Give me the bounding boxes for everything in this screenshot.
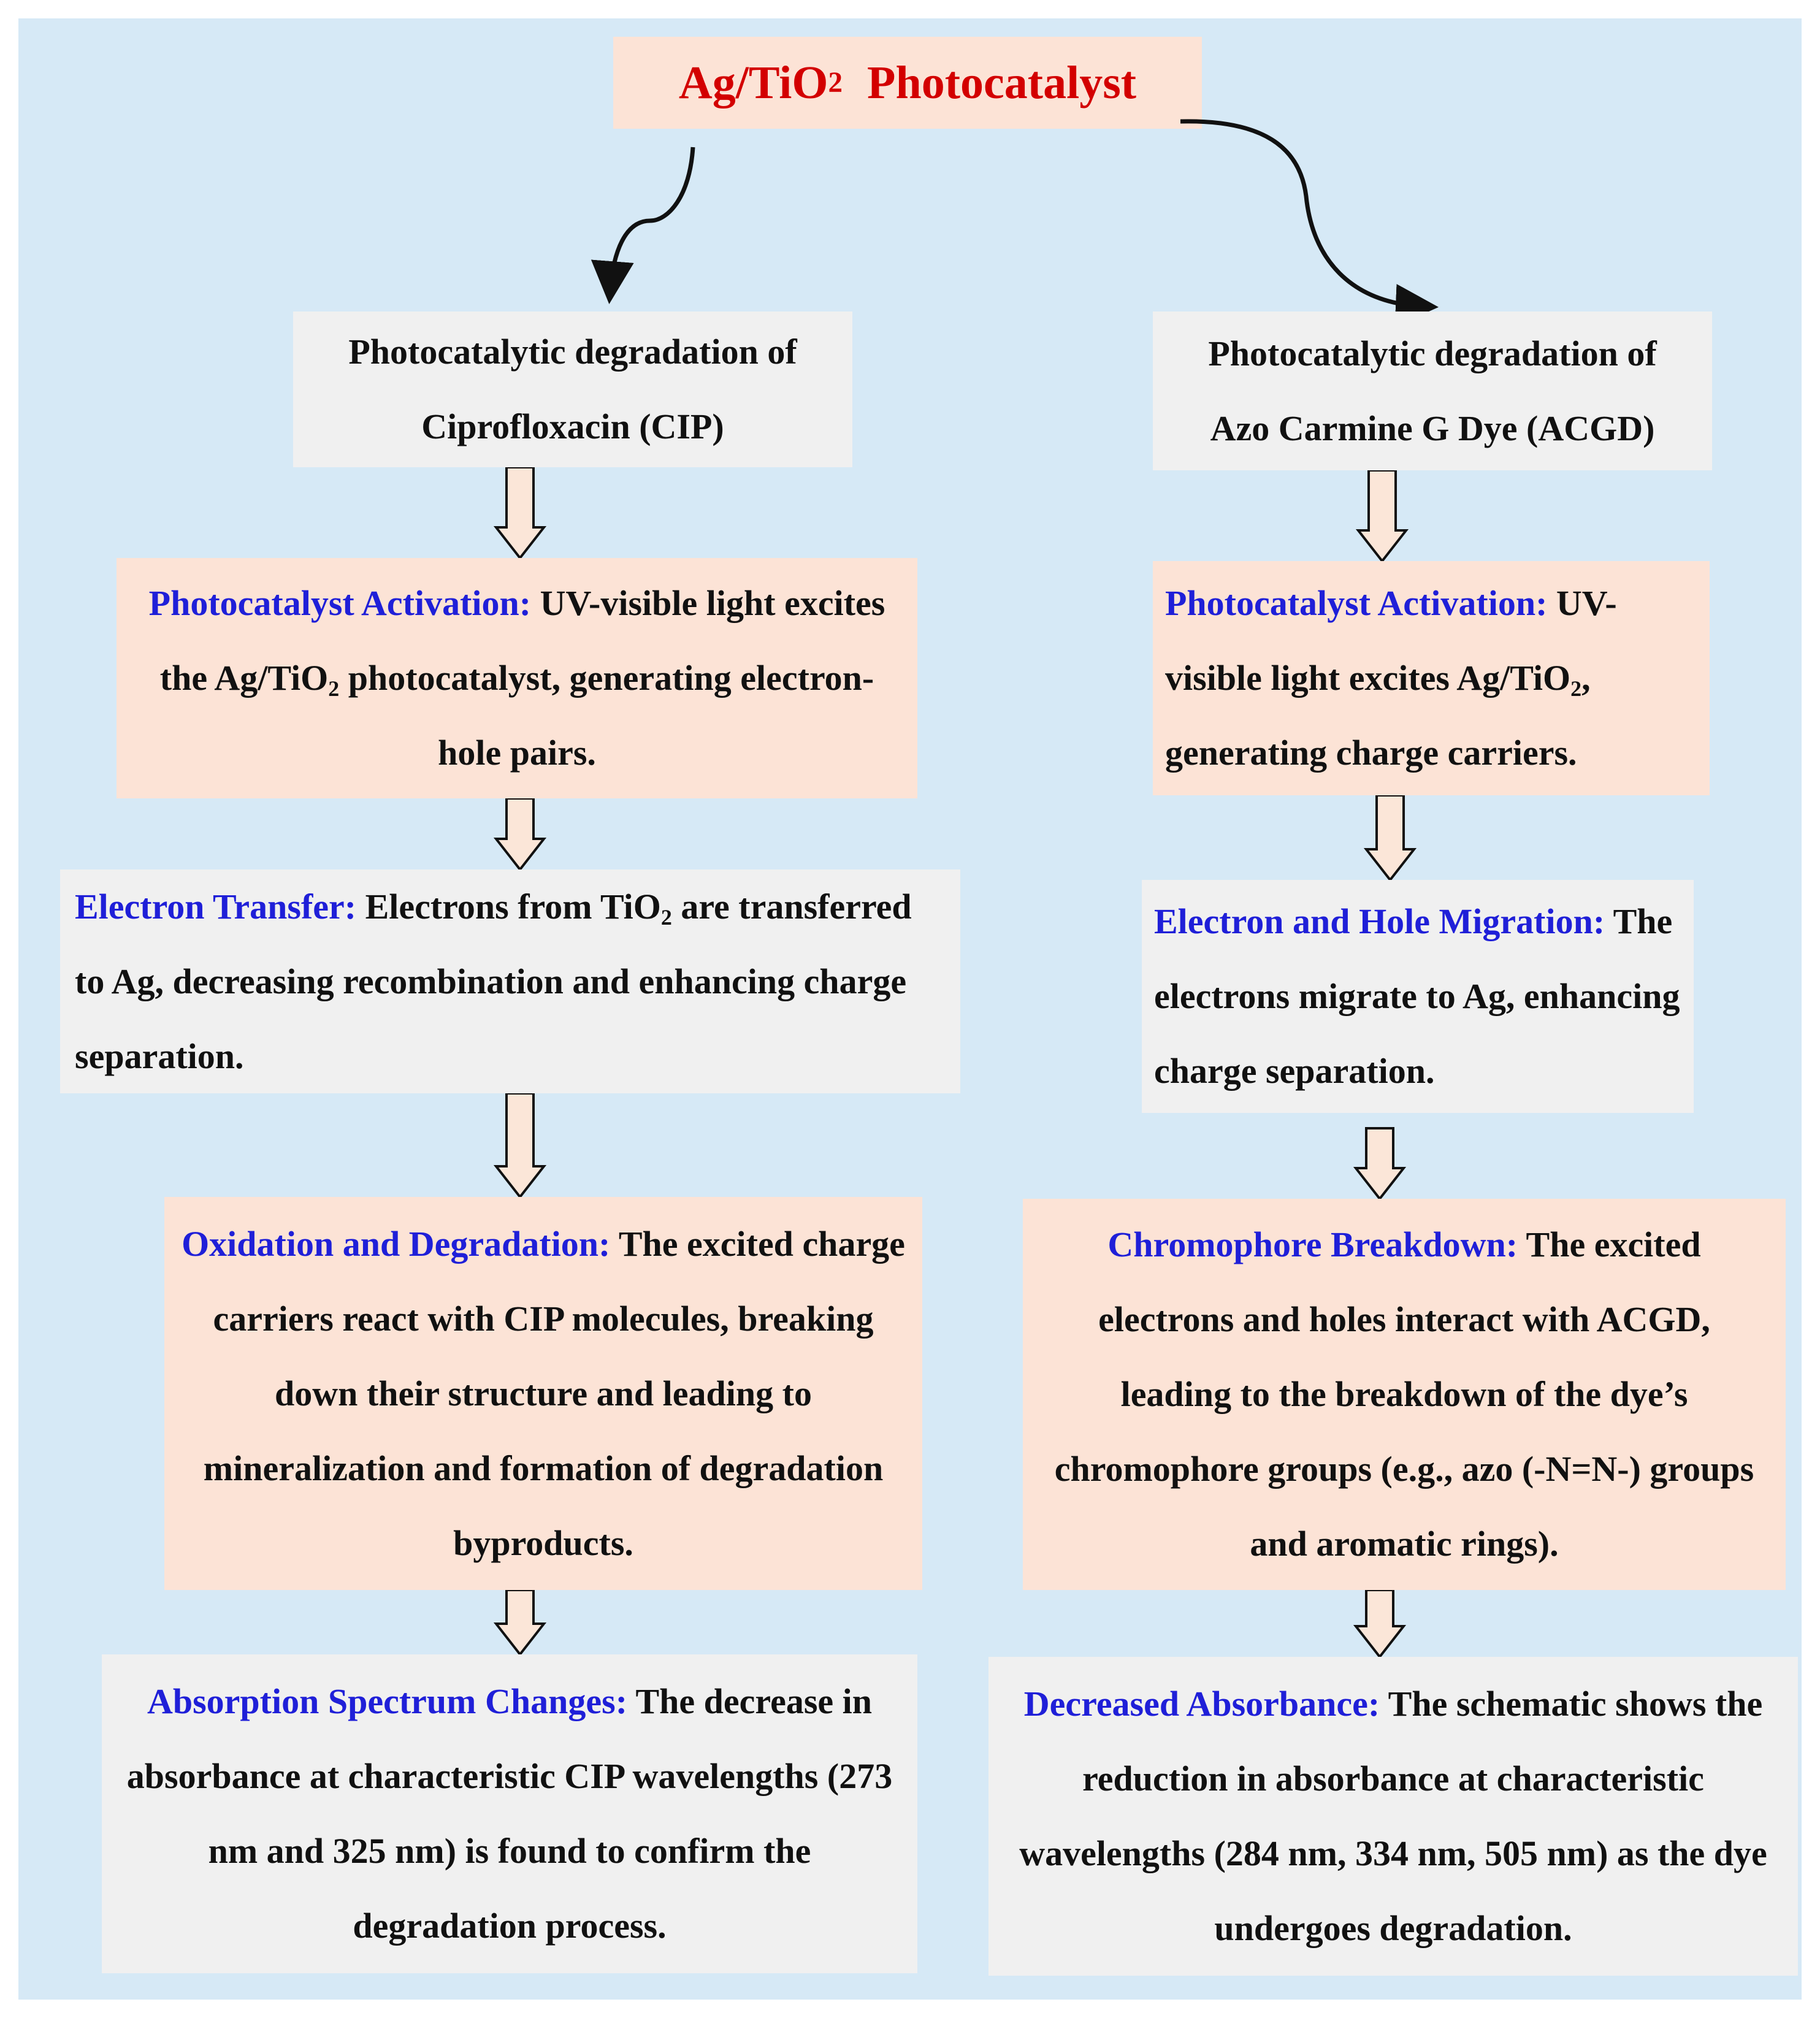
cip-transfer-text2: are transferred to Ag, decreasing recombination and enhancing charge separation. (75, 886, 912, 1076)
acgd-header-box (1153, 311, 1712, 470)
cip-activation-subscript: 2 (328, 676, 340, 701)
title-prefix: Ag/TiO (678, 56, 828, 109)
curved-arrow-right (1180, 121, 1426, 307)
acgd-activation-subscript: 2 (1570, 676, 1582, 701)
cip-transfer-subscript: 2 (660, 904, 672, 930)
acgd-absorbance-heading: Decreased Absorbance: (1023, 1684, 1380, 1724)
title-suffix: Photocatalyst (867, 56, 1137, 109)
cip-oxidation-box (164, 1197, 922, 1590)
cip-spectrum-text: The decrease in absorbance at characteristic CIP wavelengths (273 nm and 325 nm) is found to confirm the degradation process. (126, 1681, 893, 1946)
cip-transfer-heading: Electron Transfer: (75, 886, 357, 927)
acgd-chromophore-heading: Chromophore Breakdown: (1107, 1225, 1518, 1264)
cip-spectrum-box (102, 1654, 917, 1973)
cip-oxidation-text: The excited charge carriers react with CIP molecules, breaking down their structure and leading to mineralization and formation of degradation byproducts. (203, 1223, 905, 1563)
acgd-migration-box (1142, 880, 1694, 1113)
acgd-activation-text2: , generating charge carriers. (1165, 658, 1591, 773)
block-arrow-right-3 (1356, 1128, 1404, 1199)
block-arrow-left-3 (496, 1093, 544, 1197)
acgd-header-line1: Photocatalytic degradation of (1208, 333, 1657, 373)
cip-header-box (293, 311, 852, 467)
block-arrow-left-1 (496, 467, 544, 558)
acgd-activation-text1: UV-visible light excites Ag/TiO (1165, 583, 1617, 698)
cip-transfer-box (60, 869, 960, 1093)
acgd-activation-heading: Photocatalyst Activation: (1165, 583, 1548, 623)
block-arrow-left-4 (496, 1590, 544, 1654)
cip-oxidation-heading: Oxidation and Degradation: (182, 1223, 611, 1264)
cip-header-line2: Ciprofloxacin (CIP) (421, 407, 724, 446)
acgd-header-line2: Azo Carmine G Dye (ACGD) (1210, 408, 1655, 448)
cip-header-line1: Photocatalytic degradation of (348, 332, 797, 372)
cip-spectrum-heading: Absorption Spectrum Changes: (147, 1681, 628, 1721)
diagram-title: Ag/TiO 2 Photocatalyst (613, 37, 1202, 129)
acgd-migration-heading: Electron and Hole Migration: (1154, 901, 1605, 941)
acgd-absorbance-box (988, 1657, 1798, 1976)
acgd-activation-box (1153, 561, 1710, 795)
cip-activation-heading: Photocatalyst Activation: (148, 583, 532, 623)
cip-activation-text1: UV-visible light excites the Ag/TiO (159, 583, 885, 698)
block-arrow-right-2 (1366, 795, 1414, 880)
block-arrow-left-2 (496, 798, 544, 869)
block-arrow-right-1 (1358, 470, 1406, 561)
cip-activation-box (117, 558, 917, 798)
curved-arrow-left (610, 147, 693, 291)
acgd-chromophore-box (1023, 1199, 1786, 1590)
cip-transfer-text1: Electrons from TiO (356, 886, 661, 927)
acgd-migration-text: The electrons migrate to Ag, enhancing charge separation. (1154, 901, 1680, 1091)
block-arrow-right-4 (1356, 1590, 1404, 1657)
acgd-absorbance-text: The schematic shows the reduction in absorbance at characteristic wavelengths (284 nm, 334 nm, 505 nm) as the dye undergoes degradation. (1019, 1684, 1767, 1948)
cip-activation-text2: photocatalyst, generating electron-hole pairs. (339, 658, 874, 773)
acgd-chromophore-text: The excited electrons and holes interact with ACGD, leading to the breakdown of the dye’s chromophore groups (e.g., azo (-N=N-) groups and aromatic rings). (1054, 1225, 1754, 1564)
